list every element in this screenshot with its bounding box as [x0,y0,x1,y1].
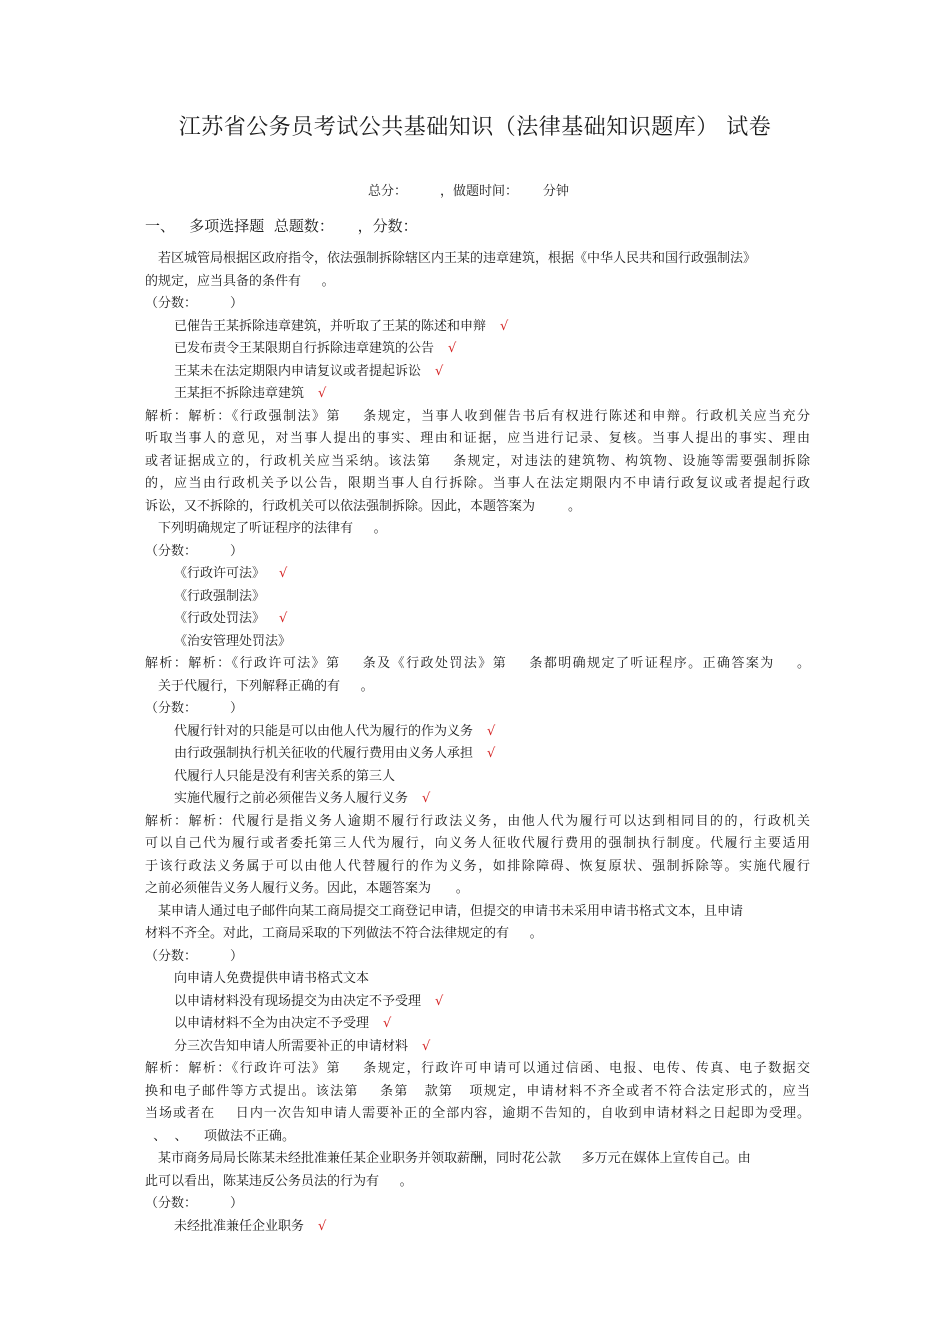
answer-option [145,968,810,991]
explanation-line [145,1103,810,1126]
correct-check-icon: √ [500,318,509,334]
question-text [145,1148,810,1171]
text-line [145,923,810,946]
correct-check-icon: √ [318,1218,327,1234]
text-line [145,1126,810,1149]
line-text: （分数： ） [145,701,244,716]
line-text: 以申请材料不全为由决定不予受理 [174,1016,370,1031]
question-text [145,676,810,699]
answer-option [145,608,810,631]
answer-option [145,586,810,609]
line-text: 向申请人免费提供申请书格式文本 [174,971,370,986]
explanation-line [145,653,810,676]
line-text: 未经批准兼任企业职务 [174,1218,305,1234]
line-text: 材料不齐全。对此，工商局采取的下列做法不符合法律规定的有 。 [145,926,543,941]
line-text: 由行政强制执行机关征收的代履行费用由义务人承担 [174,746,474,761]
line-text: 某市商务局局长陈某未经批准兼任某企业职务并领取薪酬，同时花公款 多万元在媒体上宣传自己。由 [158,1151,751,1166]
line-text: 可以自己代为履行或者委托第三人代为履行，向义务人征收代履行费用的强制执行制度。代履行主要适用 [145,836,810,851]
line-text: 解析：解析：代履行是指义务人逾期不履行行政法义务，由他人代为履行可以达到相同目的的，行政机关 [145,813,810,829]
text-line [145,293,810,316]
answer-option [145,1013,810,1036]
line-text: 实施代履行之前必须催告义务人履行义务 [174,791,409,806]
answer-option [145,766,810,789]
question-text [145,248,810,271]
line-text: 解析：解析：《行政强制法》第 条规定，当事人收到催告书后有权进行陈述和申辩。行政机关应当充分 [145,408,810,424]
line-text: 换和电子邮件等方式提出。该法第 条第 款第 项规定，申请材料不齐全或者不符合法定形式的，应当 [145,1083,810,1099]
line-text: 的规定，应当具备的条件有 。 [145,273,335,289]
line-text: 已催告王某拆除违章建筑，并听取了王某的陈述和申辩 [174,318,487,334]
line-text: 王某拒不拆除违章建筑 [174,386,305,401]
correct-check-icon: √ [448,341,457,356]
correct-check-icon: √ [279,566,288,581]
text-line [145,698,810,721]
answer-option [145,1216,810,1239]
correct-check-icon: √ [435,993,444,1009]
explanation-line [145,833,810,856]
line-text: 以申请材料没有现场提交为由决定不予受理 [174,993,422,1009]
explanation-line [145,428,810,451]
line-text: 、 、 项做法不正确。 [145,1128,296,1144]
line-text: 王某未在法定期限内申请复议或者提起诉讼 [174,363,422,379]
line-text: 此可以看出，陈某违反公务员法的行为有 。 [145,1173,413,1189]
explanation-line [145,811,810,834]
text-line [145,946,810,969]
answer-option [145,338,810,361]
score-time-info: 总分： ，做题时间： 分钟 [368,184,569,199]
line-text: 关于代履行，下列解释正确的有 。 [158,678,374,694]
line-text: （分数： ） [145,543,244,559]
text-line [145,1171,810,1194]
question-text [145,901,810,924]
answer-option [145,991,810,1014]
line-text: 解析：解析：《行政许可法》第 条规定，行政许可申请可以通过信函、电报、电传、传真、电子数据交 [145,1061,810,1076]
answer-option [145,631,810,654]
correct-check-icon: √ [487,746,496,761]
answer-option [145,361,810,384]
explanation-line [145,451,810,474]
line-text: 听取当事人的意见，对当事人提出的事实、理由和证据，应当进行记录、复核。当事人提出的事实、理由 [145,431,810,446]
answer-option [145,563,810,586]
question-list [145,248,810,1238]
correct-check-icon: √ [422,1038,431,1054]
answer-option [145,788,810,811]
correct-check-icon: √ [435,363,444,379]
correct-check-icon: √ [487,723,496,739]
answer-option [145,1036,810,1059]
line-text: 《行政强制法》 [174,588,266,604]
line-text: （分数： ） [145,948,244,964]
explanation-line [145,1058,810,1081]
line-text: 《治安管理处罚法》 [174,633,292,649]
explanation-line [145,856,810,879]
line-text: 下列明确规定了听证程序的法律有 。 [158,521,387,536]
line-text: （分数： ） [145,296,244,311]
line-text: 某申请人通过电子邮件向某工商局提交工商登记申请，但提交的申请书未采用申请书格式文本，且申请 [158,903,744,919]
line-text: 分三次告知申请人所需要补正的申请材料 [174,1038,409,1054]
line-text: 或者证据成立的，行政机关应当采纳。该法第 条规定，对违法的建筑物、构筑物、设施等需要强制拆除 [145,453,810,469]
answer-option [145,721,810,744]
line-text: 之前必须催告义务人履行义务。因此，本题答案为 。 [145,881,469,896]
text-line [145,1193,810,1216]
line-text: 代履行人只能是没有利害关系的第三人 [174,768,396,784]
answer-option [145,316,810,339]
answer-option [145,383,810,406]
line-text: 已发布责令王某限期自行拆除违章建筑的公告 [174,341,435,356]
explanation-line [145,406,810,429]
explanation-line [145,1081,810,1104]
answer-option [145,743,810,766]
line-text: 解析：解析：《行政许可法》第 条及《行政处罚法》第 条都明确规定了听证程序。正确答案为 。 [145,656,810,671]
text-line [145,541,810,564]
explanation-line [145,878,810,901]
line-text: 的，应当由行政机关予以公告，限期当事人自行拆除。当事人在法定期限内不申请行政复议或者提起行政 [145,476,810,491]
line-text: 《行政许可法》 [174,566,266,581]
line-text: 于该行政法义务属于可以由他人代替履行的作为义务，如排除障碍、恢复原状、强制拆除等。实施代履行 [145,858,810,874]
exam-title: 江苏省公务员考试公共基础知识（法律基础知识题库） 试卷 [178,115,772,140]
line-text: 当场或者在 日内一次告知申请人需要补正的全部内容，逾期不告知的，自收到申请材料之日起即为受理。 [145,1106,810,1121]
line-text: 《行政处罚法》 [174,611,266,626]
line-text: 代履行针对的只能是可以由他人代为履行的作为义务 [174,723,474,739]
correct-check-icon: √ [422,791,431,806]
correct-check-icon: √ [318,386,327,401]
section-heading: 一、 多项选择题 总题数： ，分数： [145,217,418,235]
line-text: 若区城管局根据区政府指令，依法强制拆除辖区内王某的违章建筑，根据《中华人民共和国行政强制法》 [158,251,757,266]
line-text: （分数： ） [145,1196,244,1211]
explanation-line [145,496,810,519]
text-line [145,271,810,294]
question-text [145,518,810,541]
correct-check-icon: √ [279,611,288,626]
correct-check-icon: √ [383,1016,392,1031]
line-text: 诉讼，又不拆除的，行政机关可以依法强制拆除。因此，本题答案为 。 [145,498,582,514]
explanation-line [145,473,810,496]
